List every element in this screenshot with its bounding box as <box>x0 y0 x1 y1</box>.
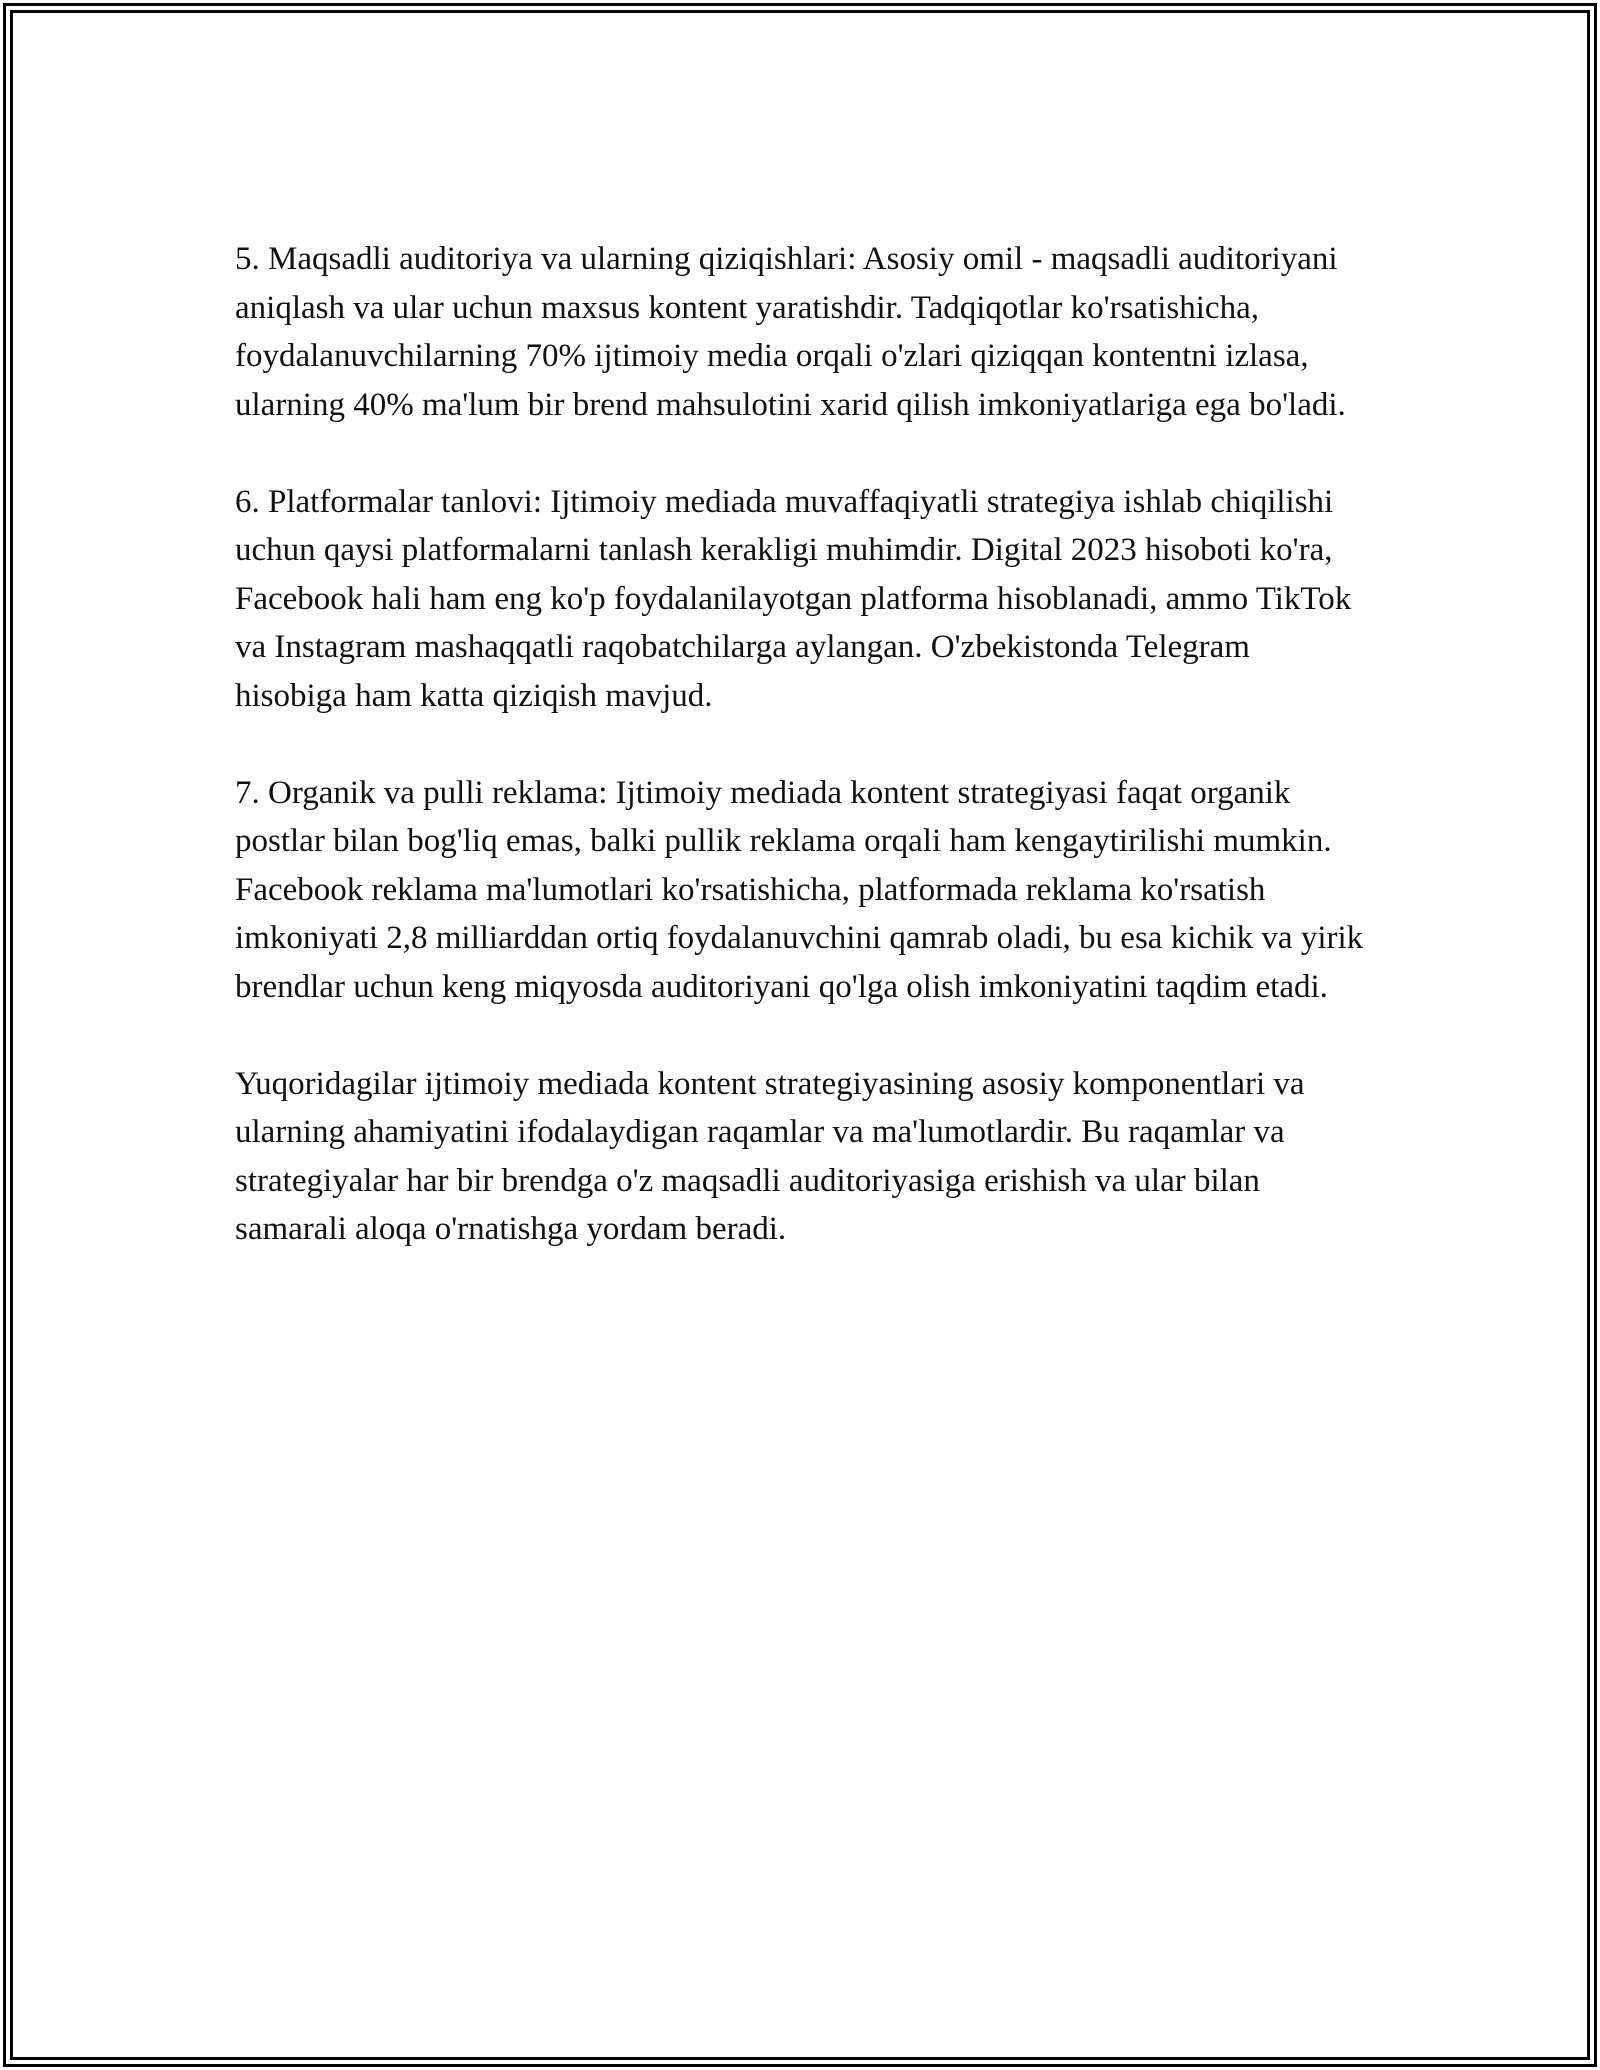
paragraph-platform-choice: 6. Platformalar tanlovi: Ijtimoiy mediada muvaffaqiyatli strategiya ishlab chiqilishi uchun qaysi platformalarni tanlash kerakligi muhimdir. Digital 2023 hisoboti ko'ra, Facebook hali ham eng ko'p foydalanilayotgan platforma hisoblanadi, ammo TikTok va Instagram mashaqqatli raqobatchilarga aylangan. O'zbekistonda Telegram hisobiga ham katta qiziqish mavjud. <box>235 483 1352 714</box>
document-body <box>235 235 1365 1302</box>
paragraph-target-audience: 5. Maqsadli auditoriya va ularning qiziqishlari: Asosiy omil - maqsadli auditoriyani aniqlash va ular uchun maxsus kontent yaratishdir. Tadqiqotlar ko'rsatishicha, foydalanuvchilarning 70% ijtimoiy media orqali o'zlari qiziqqan kontentni izlasa, ularning 40% ma'lum bir brend mahsulotini xarid qilish imkoniyatlariga ega bo'ladi. <box>235 241 1346 423</box>
paragraph-conclusion: Yuqoridagilar ijtimoiy mediada kontent strategiyasining asosiy komponentlari va ularning ahamiyatini ifodalaydigan raqamlar va ma'lumotlardir. Bu raqamlar va strategiyalar har bir brendga o'z maqsadli auditoriyasiga erishish va ular bilan samarali aloqa o'rnatishga yordam beradi. <box>235 1065 1305 1247</box>
paragraph-organic-paid-ads: 7. Organik va pulli reklama: Ijtimoiy mediada kontent strategiyasi faqat organik postlar bilan bog'liq emas, balki pullik reklama orqali ham kengaytirilishi mumkin. Facebook reklama ma'lumotlari ko'rsatishicha, platformada reklama ko'rsatish imkoniyati 2,8 milliarddan ortiq foydalanuvchini qamrab oladi, bu esa kichik va yirik brendlar uchun keng miqyosda auditoriyani qo'lga olish imkoniyatini taqdim etadi. <box>235 774 1364 1005</box>
